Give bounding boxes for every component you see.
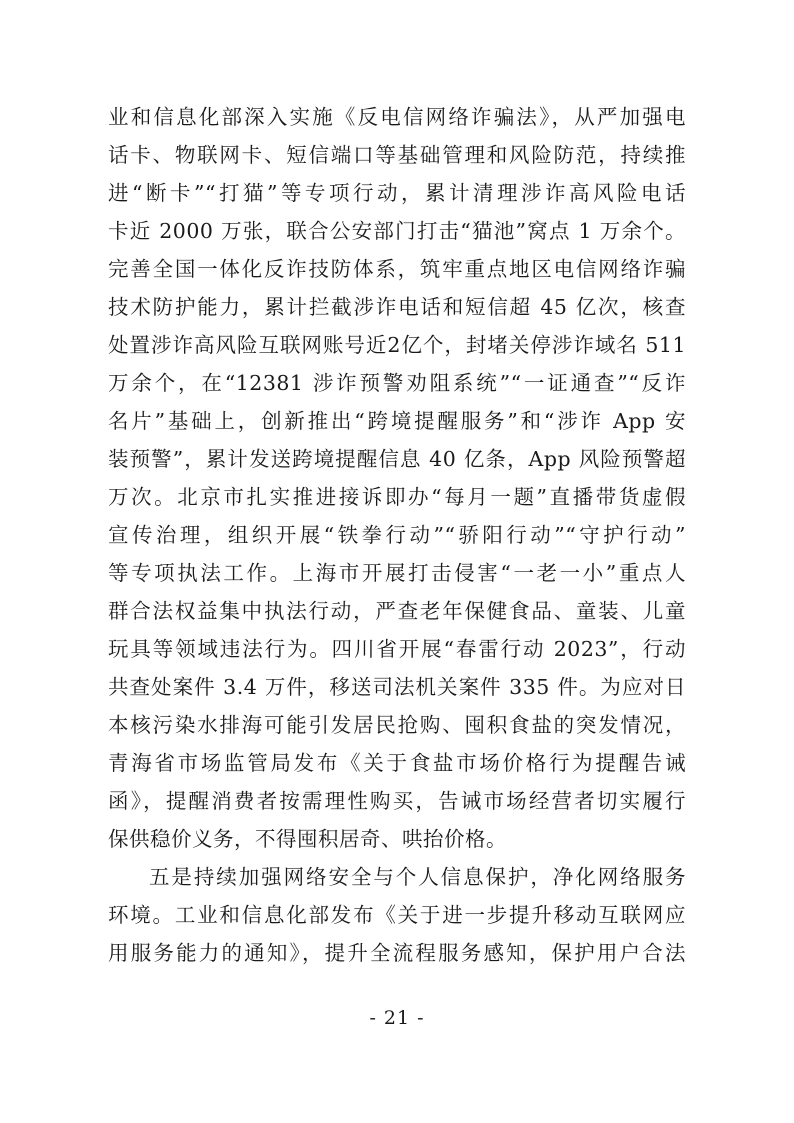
page-number: - 21 -: [369, 1007, 425, 1029]
text-line: 完善全国一体化反诈技防体系，筑牢重点地区电信网络诈骗: [108, 257, 686, 281]
text-line: 进“断卡”“打猫”等专项行动，累计清理涉诈高风险电话: [108, 181, 686, 205]
text-line: 话卡、物联网卡、短信端口等基础管理和风险防范，持续推: [108, 143, 686, 167]
text-line: 用服务能力的通知》，提升全流程服务感知，保护用户合法: [108, 941, 686, 965]
paragraph-2: [108, 858, 686, 972]
text-line: 装预警”，累计发送跨境提醒信息 40 亿条，App 风险预警超: [108, 447, 686, 471]
text-line: 等专项执法工作。上海市开展打击侵害“一老一小”重点人: [108, 561, 686, 585]
text-line: 五是持续加强网络安全与个人信息保护，净化网络服务: [149, 865, 686, 889]
text-line: 环境。工业和信息化部发布《关于进一步提升移动互联网应: [108, 903, 686, 927]
text-line: 万次。北京市扎实推进接诉即办“每月一题”直播带货虚假: [108, 485, 686, 509]
text-line: 业和信息化部深入实施《反电信网络诈骗法》，从严加强电: [108, 105, 686, 129]
text-line: 共查处案件 3.4 万件，移送司法机关案件 335 件。为应对日: [108, 675, 686, 699]
text-line: 本核污染水排海可能引发居民抢购、囤积食盐的突发情况，: [108, 713, 686, 737]
text-line: 卡近 2000 万张，联合公安部门打击“猫池”窝点 1 万余个。: [108, 219, 686, 243]
text-line: 群合法权益集中执法行动，严查老年保健食品、童装、儿童: [108, 599, 686, 623]
paragraph-1: [108, 98, 686, 858]
body-text: [108, 98, 686, 972]
text-line: 玩具等领域违法行为。四川省开展“春雷行动 2023”，行动: [108, 637, 686, 661]
text-line: 青海省市场监管局发布《关于食盐市场价格行为提醒告诫: [108, 751, 686, 775]
text-line: 技术防护能力，累计拦截涉诈电话和短信超 45 亿次，核查: [108, 295, 686, 319]
text-line: 名片”基础上，创新推出“跨境提醒服务”和“涉诈 App 安: [108, 409, 686, 433]
text-line: 保供稳价义务，不得囤积居奇、哄抬价格。: [108, 827, 507, 851]
text-line: 函》，提醒消费者按需理性购买，告诫市场经营者切实履行: [108, 789, 686, 813]
text-line: 处置涉诈高风险互联网账号近2亿个，封堵关停涉诈域名 511: [108, 333, 686, 357]
text-line: 万余个，在“12381 涉诈预警劝阻系统”“一证通查”“反诈: [108, 371, 686, 395]
text-line: 宣传治理，组织开展“铁拳行动”“骄阳行动”“守护行动”: [108, 523, 686, 547]
